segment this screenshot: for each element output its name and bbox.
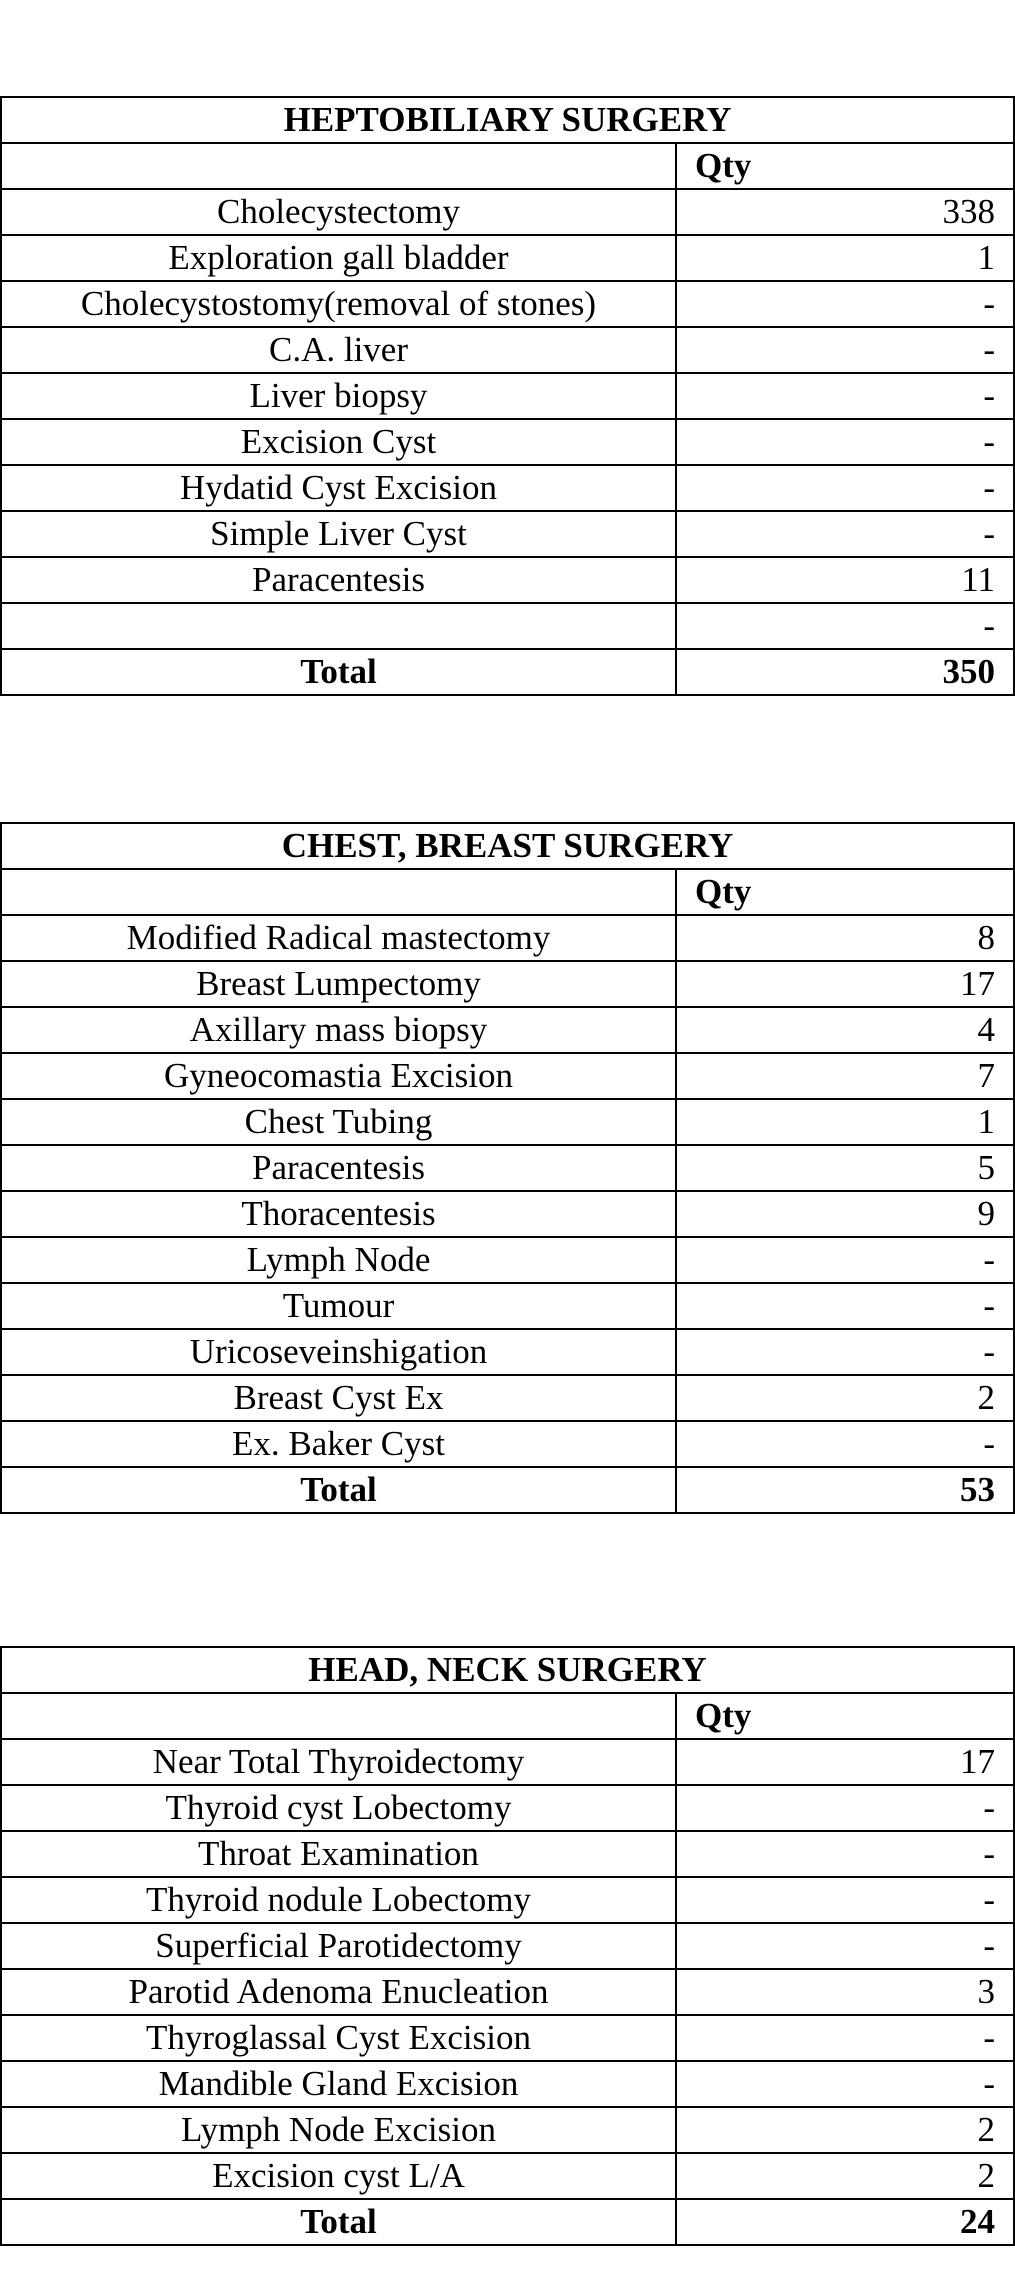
procedure-name: Ex. Baker Cyst <box>1 1421 676 1467</box>
qty-header: Qty <box>676 1693 1014 1739</box>
table-header-row <box>1 869 1014 915</box>
procedure-name: Superficial Parotidectomy <box>1 1923 676 1969</box>
total-label: Total <box>1 649 676 695</box>
procedure-name: Parotid Adenoma Enucleation <box>1 1969 676 2015</box>
table-row <box>1 1053 1014 1099</box>
table-row <box>1 1329 1014 1375</box>
procedure-name: Liver biopsy <box>1 373 676 419</box>
procedure-qty: - <box>676 281 1014 327</box>
table-row <box>1 603 1014 649</box>
procedure-name: Near Total Thyroidectomy <box>1 1739 676 1785</box>
procedure-qty: - <box>676 1329 1014 1375</box>
table-row <box>1 327 1014 373</box>
total-value: 350 <box>676 649 1014 695</box>
procedure-name: Throat Examination <box>1 1831 676 1877</box>
procedure-qty: - <box>676 1923 1014 1969</box>
total-value: 24 <box>676 2199 1014 2245</box>
chest-breast-surgery-table <box>0 822 1015 1514</box>
table-title-row <box>1 1647 1014 1693</box>
table-row <box>1 1969 1014 2015</box>
qty-header: Qty <box>676 143 1014 189</box>
table-title: HEAD, NECK SURGERY <box>1 1647 1014 1693</box>
procedure-name: Uricoseveinshigation <box>1 1329 676 1375</box>
table-row <box>1 373 1014 419</box>
procedure-qty: - <box>676 511 1014 557</box>
procedure-name: Tumour <box>1 1283 676 1329</box>
procedure-qty: - <box>676 2015 1014 2061</box>
procedure-name: Paracentesis <box>1 557 676 603</box>
procedure-qty: 9 <box>676 1191 1014 1237</box>
procedure-qty: 11 <box>676 557 1014 603</box>
procedure-qty: - <box>676 419 1014 465</box>
procedure-name: Cholecystostomy(removal of stones) <box>1 281 676 327</box>
table-row <box>1 1145 1014 1191</box>
procedure-qty: - <box>676 465 1014 511</box>
table-row <box>1 1283 1014 1329</box>
table-row <box>1 511 1014 557</box>
procedure-name: Gyneocomastia Excision <box>1 1053 676 1099</box>
procedure-name: Modified Radical mastectomy <box>1 915 676 961</box>
procedure-name: Cholecystectomy <box>1 189 676 235</box>
procedure-qty: - <box>676 327 1014 373</box>
table-row <box>1 1923 1014 1969</box>
procedure-qty: 17 <box>676 961 1014 1007</box>
procedure-qty: - <box>676 1877 1014 1923</box>
procedure-name: Axillary mass biopsy <box>1 1007 676 1053</box>
procedure-header-cell <box>1 1693 676 1739</box>
procedure-qty: 3 <box>676 1969 1014 2015</box>
procedure-qty: 2 <box>676 1375 1014 1421</box>
procedure-name: Thyroid nodule Lobectomy <box>1 1877 676 1923</box>
procedure-qty: - <box>676 603 1014 649</box>
table-row <box>1 235 1014 281</box>
procedure-qty: 338 <box>676 189 1014 235</box>
total-row <box>1 1467 1014 1513</box>
procedure-name: Thyroglassal Cyst Excision <box>1 2015 676 2061</box>
procedure-name: Simple Liver Cyst <box>1 511 676 557</box>
table-row <box>1 2061 1014 2107</box>
procedure-qty: 2 <box>676 2107 1014 2153</box>
procedure-name: Thyroid cyst Lobectomy <box>1 1785 676 1831</box>
procedure-qty: - <box>676 373 1014 419</box>
table-row <box>1 1007 1014 1053</box>
table-row <box>1 465 1014 511</box>
table-row <box>1 557 1014 603</box>
procedure-name: Exploration gall bladder <box>1 235 676 281</box>
procedure-name <box>1 603 676 649</box>
procedure-name: C.A. liver <box>1 327 676 373</box>
procedure-name: Breast Lumpectomy <box>1 961 676 1007</box>
table-row <box>1 2015 1014 2061</box>
procedure-name: Excision Cyst <box>1 419 676 465</box>
table-row <box>1 281 1014 327</box>
table-title: HEPTOBILIARY SURGERY <box>1 97 1014 143</box>
heptobiliary-surgery-table <box>0 96 1015 696</box>
total-row <box>1 2199 1014 2245</box>
procedure-qty: - <box>676 1785 1014 1831</box>
table-row <box>1 419 1014 465</box>
table-row <box>1 961 1014 1007</box>
table-header-row <box>1 143 1014 189</box>
procedure-name: Breast Cyst Ex <box>1 1375 676 1421</box>
total-label: Total <box>1 1467 676 1513</box>
table-row <box>1 1421 1014 1467</box>
procedure-name: Lymph Node Excision <box>1 2107 676 2153</box>
procedure-qty: - <box>676 2061 1014 2107</box>
procedure-header-cell <box>1 869 676 915</box>
qty-header: Qty <box>676 869 1014 915</box>
procedure-qty: - <box>676 1421 1014 1467</box>
table-row <box>1 1739 1014 1785</box>
table-row <box>1 1877 1014 1923</box>
table-row <box>1 2107 1014 2153</box>
table-title: CHEST, BREAST SURGERY <box>1 823 1014 869</box>
procedure-name: Chest Tubing <box>1 1099 676 1145</box>
total-value: 53 <box>676 1467 1014 1513</box>
procedure-qty: - <box>676 1237 1014 1283</box>
procedure-qty: 1 <box>676 1099 1014 1145</box>
procedure-name: Hydatid Cyst Excision <box>1 465 676 511</box>
procedure-qty: 4 <box>676 1007 1014 1053</box>
table-row <box>1 1831 1014 1877</box>
procedure-name: Lymph Node <box>1 1237 676 1283</box>
table-row <box>1 189 1014 235</box>
table-header-row <box>1 1693 1014 1739</box>
table-row <box>1 1785 1014 1831</box>
table-row <box>1 1237 1014 1283</box>
table-row <box>1 915 1014 961</box>
procedure-qty: 7 <box>676 1053 1014 1099</box>
procedure-qty: 5 <box>676 1145 1014 1191</box>
procedure-name: Mandible Gland Excision <box>1 2061 676 2107</box>
table-row <box>1 1099 1014 1145</box>
table-title-row <box>1 823 1014 869</box>
total-row <box>1 649 1014 695</box>
procedure-name: Paracentesis <box>1 1145 676 1191</box>
procedure-name: Thoracentesis <box>1 1191 676 1237</box>
table-row <box>1 1375 1014 1421</box>
procedure-qty: 2 <box>676 2153 1014 2199</box>
table-title-row <box>1 97 1014 143</box>
procedure-qty: - <box>676 1831 1014 1877</box>
procedure-name: Excision cyst L/A <box>1 2153 676 2199</box>
head-neck-surgery-table <box>0 1646 1015 2246</box>
procedure-qty: - <box>676 1283 1014 1329</box>
procedure-qty: 1 <box>676 235 1014 281</box>
total-label: Total <box>1 2199 676 2245</box>
procedure-qty: 17 <box>676 1739 1014 1785</box>
table-row <box>1 2153 1014 2199</box>
procedure-header-cell <box>1 143 676 189</box>
table-row <box>1 1191 1014 1237</box>
procedure-qty: 8 <box>676 915 1014 961</box>
